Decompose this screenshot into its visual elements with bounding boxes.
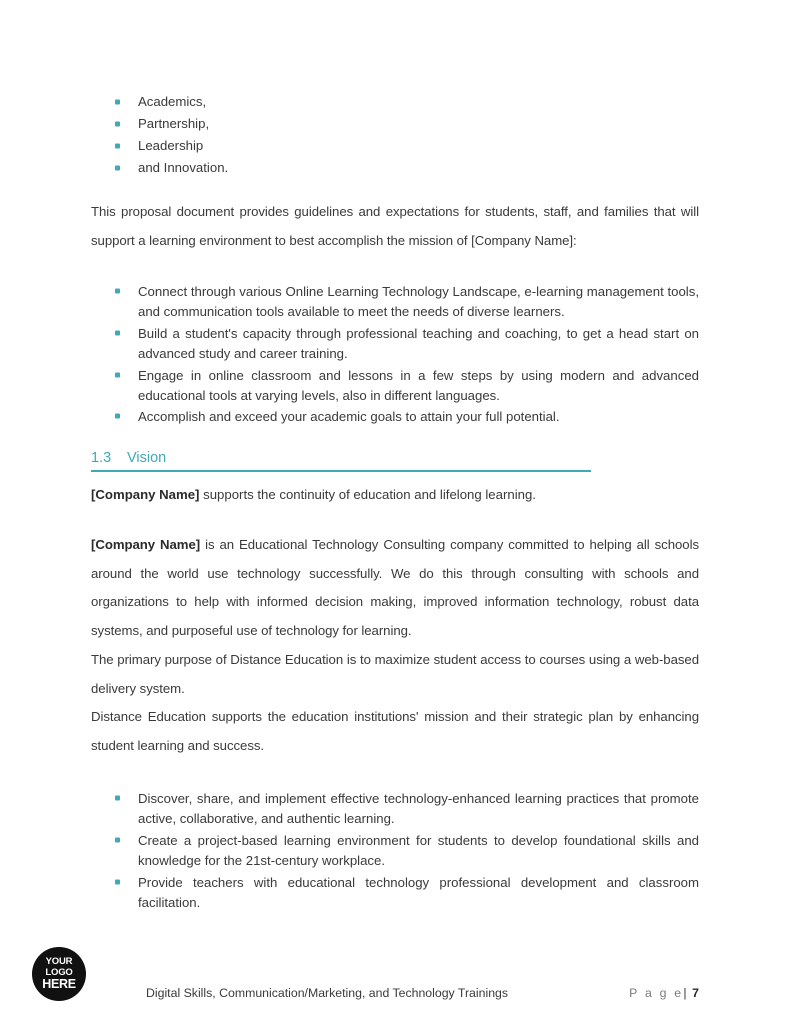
vision-paragraph-1 [91, 531, 699, 645]
bullet-icon [115, 372, 120, 377]
goals-list [91, 789, 699, 913]
values-list-block [91, 91, 699, 179]
footer-title: Digital Skills, Communication/Marketing, and Technology Trainings [146, 986, 509, 1000]
logo-line-3: HERE [42, 977, 76, 992]
list-item [91, 282, 699, 323]
heading-divider [91, 470, 591, 472]
list-item-text: Build a student's capacity through professional teaching and coaching, to get a head start on advanced study and career training. [138, 325, 699, 362]
bullet-icon [115, 879, 120, 884]
vision-paragraph-1-rest: is an Educational Technology Consulting company committed to helping all schools around the world use technology successfully. We do this through consulting with schools and organizations to help with informed decision making, improved information technology, robust data systems, and purposeful use of technology for learning. [91, 537, 699, 638]
list-item-text: and Innovation. [138, 160, 229, 175]
vision-lead-paragraph [91, 481, 699, 510]
goals-list-block [91, 789, 699, 914]
bullet-icon [115, 166, 120, 171]
bullet-icon [115, 289, 120, 294]
section-number: 1.3 [91, 450, 112, 466]
list-item-text: Partnership, [138, 116, 210, 131]
values-list [91, 91, 699, 179]
list-item-text: Academics, [138, 94, 207, 109]
list-item [91, 789, 699, 830]
vision-paragraph-3-block [91, 703, 699, 760]
list-item [91, 324, 699, 365]
bullet-icon [115, 837, 120, 842]
list-item-text: Leadership [138, 138, 204, 153]
intro-paragraph: This proposal document provides guidelines and expectations for students, staff, and families that will support a learning environment to best accomplish the mission of [Company Name]: [91, 204, 699, 248]
list-item-text: Provide teachers with educational technology professional development and classroom facilitation. [138, 874, 699, 911]
bullet-icon [115, 330, 120, 335]
intro-paragraph-block [91, 198, 699, 255]
mission-list-block [91, 282, 699, 429]
company-name-placeholder: [Company Name] [91, 537, 201, 552]
bullet-icon [115, 122, 120, 127]
page-label: P a g e [629, 986, 684, 1000]
list-item-text: Create a project-based learning environment for students to develop foundational skills and knowledge for the 21st-century workplace. [138, 832, 699, 869]
section-title: Vision [127, 450, 167, 466]
list-item [91, 157, 699, 179]
logo-line-1: YOUR [45, 956, 73, 968]
page-number-indicator [629, 986, 699, 1000]
section-heading-block [91, 450, 699, 472]
list-item-text: Connect through various Online Learning Technology Landscape, e-learning management tools, and communication tools available to meet the needs of diverse learners. [138, 284, 699, 320]
bullet-icon [115, 414, 120, 419]
list-item-text: Discover, share, and implement effective technology-enhanced learning practices that promote active, collaborative, and authentic learning. [138, 791, 699, 827]
company-logo [32, 947, 86, 1001]
list-item [91, 91, 699, 113]
vision-paragraph-2: The primary purpose of Distance Education is to maximize student access to courses using a web-based delivery system. [91, 652, 699, 696]
vision-lead-block [91, 481, 699, 510]
logo-line-2: LOGO [45, 966, 73, 978]
page-number: 7 [692, 986, 699, 1000]
list-item [91, 873, 699, 914]
page-separator: | [683, 986, 687, 1000]
list-item [91, 831, 699, 872]
list-item-text: Accomplish and exceed your academic goals to attain your full potential. [138, 409, 560, 425]
list-item [91, 366, 699, 407]
vision-paragraph-2-block [91, 646, 699, 703]
page-footer [0, 956, 791, 1024]
list-item [91, 407, 699, 427]
vision-lead-rest: supports the continuity of education and lifelong learning. [199, 487, 536, 502]
vision-paragraph-3: Distance Education supports the education institutions' mission and their strategic plan by enhancing student learning and success. [91, 709, 699, 753]
section-heading-row [91, 450, 591, 470]
list-item [91, 113, 699, 135]
section-heading [91, 450, 591, 472]
vision-paragraph-1-block [91, 531, 699, 645]
mission-list [91, 282, 699, 428]
bullet-icon [115, 144, 120, 149]
list-item-text: Engage in online classroom and lessons in a few steps by using modern and advanced educational tools at varying levels, also in different languages. [138, 367, 699, 404]
list-item [91, 135, 699, 157]
bullet-icon [115, 796, 120, 801]
company-name-placeholder: [Company Name] [91, 487, 200, 502]
bullet-icon [115, 100, 120, 105]
